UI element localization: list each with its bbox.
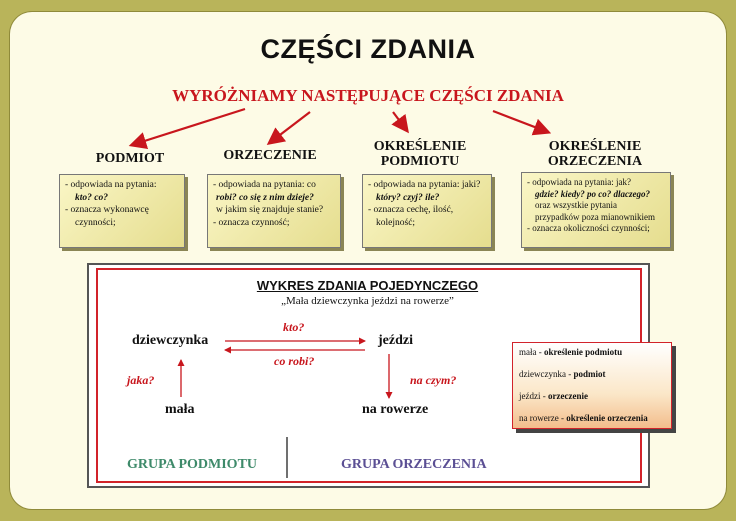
word-na-rowerze: na rowerze [362,402,429,417]
question-jaka: jaka? [127,373,155,387]
page-subtitle: WYRÓŻNIAMY NASTĘPUJĄCE CZĘŚCI ZDANIA [172,86,564,105]
question-co-robi: co robi? [274,354,315,368]
legend-separator: - [540,391,548,401]
legend-separator: - [536,347,544,357]
group-subject-label: GRUPA PODMIOTU [127,457,258,472]
legend-row [519,391,588,402]
heading-line: PODMIOTU [380,154,460,169]
page-title: CZĘŚCI ZDANIA [260,34,476,64]
box-line: - oznacza okoliczności czynności; [527,223,650,233]
diagram-title: WYKRES ZDANIA POJEDYNCZEGO [256,278,479,293]
box-line: kto? co? [75,192,108,203]
word-jezdzi: jeździ [378,333,413,348]
heading-line: OKREŚLENIE [548,139,642,154]
legend-separator: - [565,369,574,379]
legend-word: dziewczynka [519,369,566,379]
legend-row [519,369,606,380]
legend-row [519,413,648,424]
legend-row [519,347,622,358]
heading-line: OKREŚLENIE [373,139,467,154]
box-line: przypadków poza mianownikiem [535,211,655,222]
word-dziewczynka: dziewczynka [132,333,209,348]
legend-role: podmiot [573,369,606,379]
box-line: kolejność; [376,217,416,228]
legend-separator: - [558,413,567,423]
heading-line: ORZECZENIA [547,154,643,169]
box-line: - odpowiada na pytania: jak? [527,177,631,187]
box-line: - oznacza czynność; [213,217,290,228]
legend-word: na rowerze [519,413,559,423]
box-line: oraz wszystkie pytania [535,200,617,210]
box-line: czynności; [75,217,116,228]
legend-word: jeździ [519,391,541,401]
box-line: - oznacza wykonawcę [65,205,149,215]
legend-role: określenie orzeczenia [566,413,648,423]
word-mala: mała [165,402,195,417]
diagram-sentence: „Mała dziewczynka jeździ na rowerze” [281,295,454,307]
heading-line: ORZECZENIE [223,148,317,163]
legend-role: określenie podmiotu [544,347,623,357]
legend-word: mała [519,347,537,357]
group-predicate-label: GRUPA ORZECZENIA [341,457,487,472]
box-line: - oznacza cechę, ilość, [368,205,454,215]
question-na-czym: na czym? [410,373,457,387]
box-line: robi? co się z nim dzieje? [216,192,314,203]
box-line: - odpowiada na pytania: [65,180,157,190]
question-kto: kto? [283,320,305,334]
legend-box [512,342,672,429]
box-line: w jakim się znajduje stanie? [216,205,324,215]
heading-line: PODMIOT [95,151,165,166]
legend-role: orzeczenie [548,391,588,401]
box-line: który? czyj? ile? [376,192,440,203]
box-line: gdzie? kiedy? po co? dlaczego? [535,188,650,199]
box-line: - odpowiada na pytania: jaki? [368,180,481,190]
box-line: - odpowiada na pytania: co [213,180,316,190]
